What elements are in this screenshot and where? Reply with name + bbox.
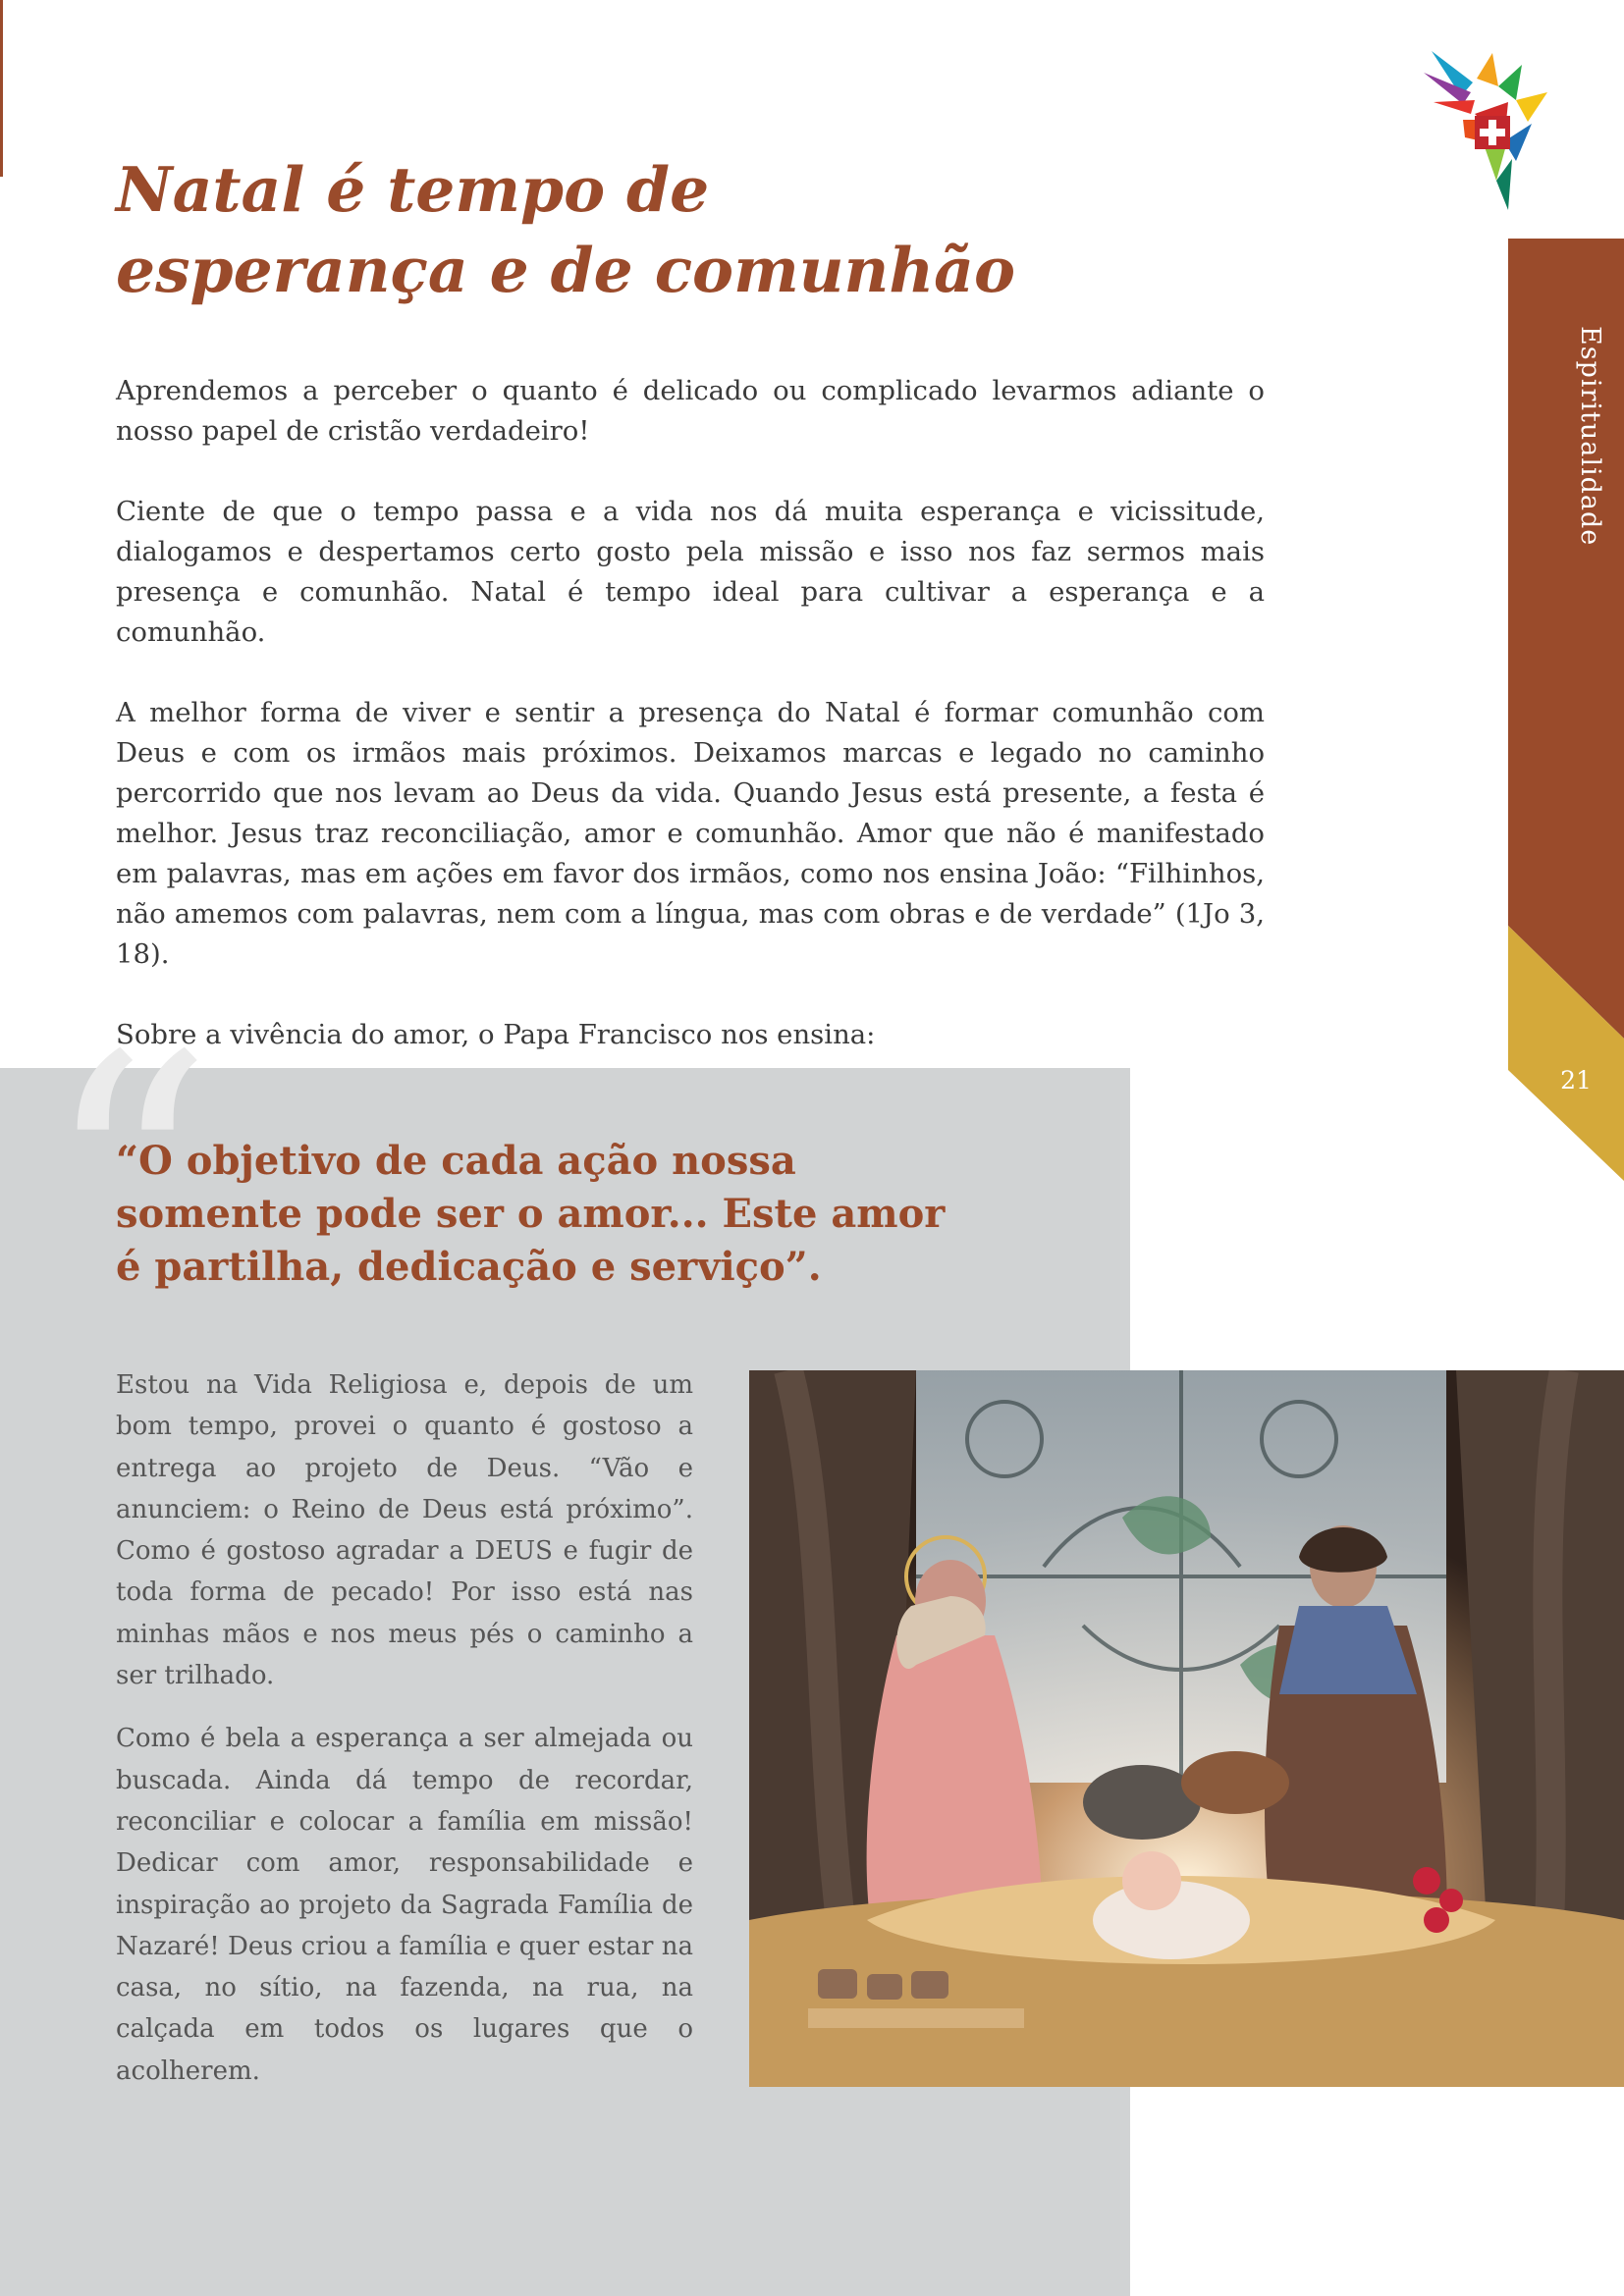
title-line-1: Natal é tempo de bbox=[116, 153, 710, 226]
pull-quote: “O objetivo de cada ação nossa somente pode ser o amor... Este amor é partilha, dedicação e serviço”. bbox=[116, 1138, 946, 1290]
intro-paragraph-2: Ciente de que o tempo passa e a vida nos dá muita esperança e vicissitude, dialogamos e despertamos certo gosto pela missão e isso nos faz sermos mais presença e comunhão. Natal é tempo ideal para cultivar a esperança e a comunhão. bbox=[116, 496, 1265, 648]
section-tab bbox=[1508, 239, 1624, 1181]
panel-paragraph-2: Como é bela a esperança a ser almejada ou buscada. Ainda dá tempo de recordar, reconciliar e colocar a família em missão! Dedicar com amor, responsabilidade e inspiração ao projeto da Sagrada Família de Nazaré! Deus criou a família e quer estar na casa, no sítio, na fazenda, na rua, na calçada em todos os lugares que o acolherem. bbox=[116, 1724, 693, 2086]
nativity-scene-photo bbox=[749, 1370, 1624, 2087]
colorful-cross-continent-logo-icon bbox=[1414, 43, 1551, 215]
page-title bbox=[116, 149, 1294, 310]
title-line-2: esperança e de comunhão bbox=[116, 234, 1015, 306]
page-number: 21 bbox=[1560, 1066, 1592, 1095]
panel-text bbox=[116, 1364, 693, 2113]
panel-paragraph-1: Estou na Vida Religiosa e, depois de um bom tempo, provei o quanto é gostoso a entrega ao projeto de Deus. “Vão e anunciem: o Reino de Deus está próximo”. Como é gostoso agradar a DEUS e fugir de toda forma de pecado! Por isso está nas minhas mãos e nos meus pés o caminho a ser trilhado. bbox=[116, 1370, 693, 1691]
intro-paragraph-1: Aprendemos a perceber o quanto é delicado ou complicado levarmos adiante o nosso papel de cristão verdadeiro! bbox=[116, 375, 1265, 447]
section-label: Espiritualidade bbox=[1575, 326, 1605, 547]
intro-paragraph-4: Sobre a vivência do amor, o Papa Francisco nos ensina: bbox=[116, 1019, 876, 1050]
left-edge-rule bbox=[0, 0, 3, 177]
intro-paragraph-3: A melhor forma de viver e sentir a presença do Natal é formar comunhão com Deus e com os irmãos mais próximos. Deixamos marcas e legado no caminho percorrido que nos levam ao Deus da vida. Quando Jesus está presente, a festa é melhor. Jesus traz reconciliação, amor e comunhão. Amor que não é manifestado em palavras, mas em ações em favor dos irmãos, como nos ensina João: “Filhinhos, não amemos com palavras, nem com a língua, mas com obras e de verdade” (1Jo 3, 18). bbox=[116, 697, 1265, 970]
quote-mark-icon: “ bbox=[43, 986, 214, 1374]
intro-text bbox=[116, 371, 1265, 1095]
